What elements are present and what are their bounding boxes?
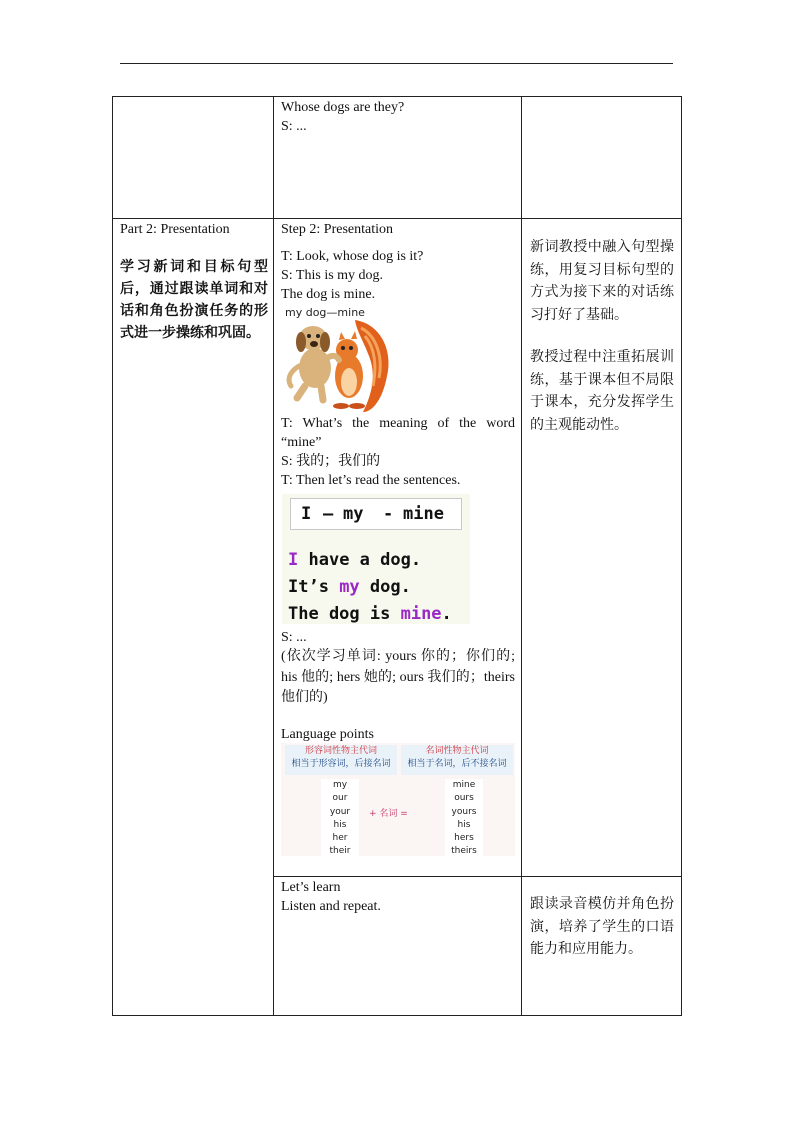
table-border-bottom [112, 1015, 682, 1016]
step-cell [281, 220, 515, 304]
dialog-line: The dog is mine. [281, 287, 376, 302]
table-border-col2 [521, 96, 522, 1016]
table-border-right [681, 96, 682, 1016]
table-border-left [112, 96, 113, 1016]
dash: – [323, 504, 334, 524]
row3-intent: 跟读录音模仿并角色扮演，培养了学生的口语能力和应用能力。 [530, 896, 674, 957]
adjective-pronoun-header: 形容词性物主代词 相当于形容词，后接名词 [285, 745, 397, 775]
mine-sentence-picture [282, 494, 470, 624]
intent-paragraph-2: 教授过程中注重拓展训练，基于课本但不局限于课本，充分发挥学生的主观能动性。 [530, 349, 674, 433]
dialog-line: T: Then let’s read the sentences. [281, 473, 461, 488]
after-cell [281, 628, 515, 744]
row3-intent-cell [530, 893, 674, 961]
pronoun-box [290, 498, 462, 530]
table-border-row1 [112, 218, 682, 219]
dog-illustration [281, 306, 391, 414]
sentence-1: I have a dog. [288, 550, 422, 570]
stage-description: 学习新词和目标句型后，通过跟读单词和对话和角色扮演任务的形式进一步操练和巩固。 [120, 259, 268, 341]
noun-pronoun-column: mine ours yours his hers theirs [445, 779, 483, 859]
dialog-line: S: 我的；我们的 [281, 454, 381, 469]
row1-line-2: S: ... [281, 119, 307, 134]
language-points-title: Language points [281, 726, 374, 742]
student-reply: S: ... [281, 630, 307, 645]
dog-and-squirrel-picture [281, 306, 391, 414]
row1-process-cell [281, 98, 515, 136]
word-list: (依次学习单词: yours 你的；你们的; his 他的; hers 她的; ours 我们的；theirs 他们的) [281, 649, 515, 705]
table-border-row2 [273, 876, 682, 877]
intent-cell [530, 236, 674, 436]
sentence-3: The dog is mine. [288, 604, 452, 624]
stage-title: Part 2: Presentation [120, 222, 230, 237]
possessive-pronoun-table [281, 743, 515, 856]
pronoun-mine: mine [403, 504, 444, 524]
header-rule [120, 63, 673, 64]
adjective-pronoun-column: my our your his her their [321, 779, 359, 859]
table-border-col1 [273, 96, 274, 1016]
step-title: Step 2: Presentation [281, 222, 393, 237]
dialog2-cell [281, 414, 515, 490]
dash: - [383, 504, 394, 524]
pronoun-i: I [301, 504, 312, 524]
intent-paragraph-1: 新词教授中融入句型操练，用复习目标句型的方式为接下来的对话练习打好了基础。 [530, 239, 674, 323]
plus-noun-equals: + 名词 = [369, 809, 408, 819]
dialog-line: T: What’s the meaning of the word “mine” [281, 416, 515, 450]
listen-repeat: Listen and repeat. [281, 899, 381, 914]
lets-learn: Let’s learn [281, 880, 341, 895]
row3-process-cell [281, 878, 515, 916]
stage-cell [120, 220, 268, 344]
dog-caption: my dog—mine [285, 306, 365, 319]
dialog-line: T: Look, whose dog is it? [281, 249, 424, 264]
sentence-2: It’s my dog. [288, 577, 411, 597]
row1-line-1: Whose dogs are they? [281, 100, 405, 115]
pronoun-my: my [343, 504, 364, 524]
noun-pronoun-header: 名词性物主代词 相当于名词，后不接名词 [401, 745, 513, 775]
table-border-top [112, 96, 682, 97]
dialog-line: S: This is my dog. [281, 268, 384, 283]
